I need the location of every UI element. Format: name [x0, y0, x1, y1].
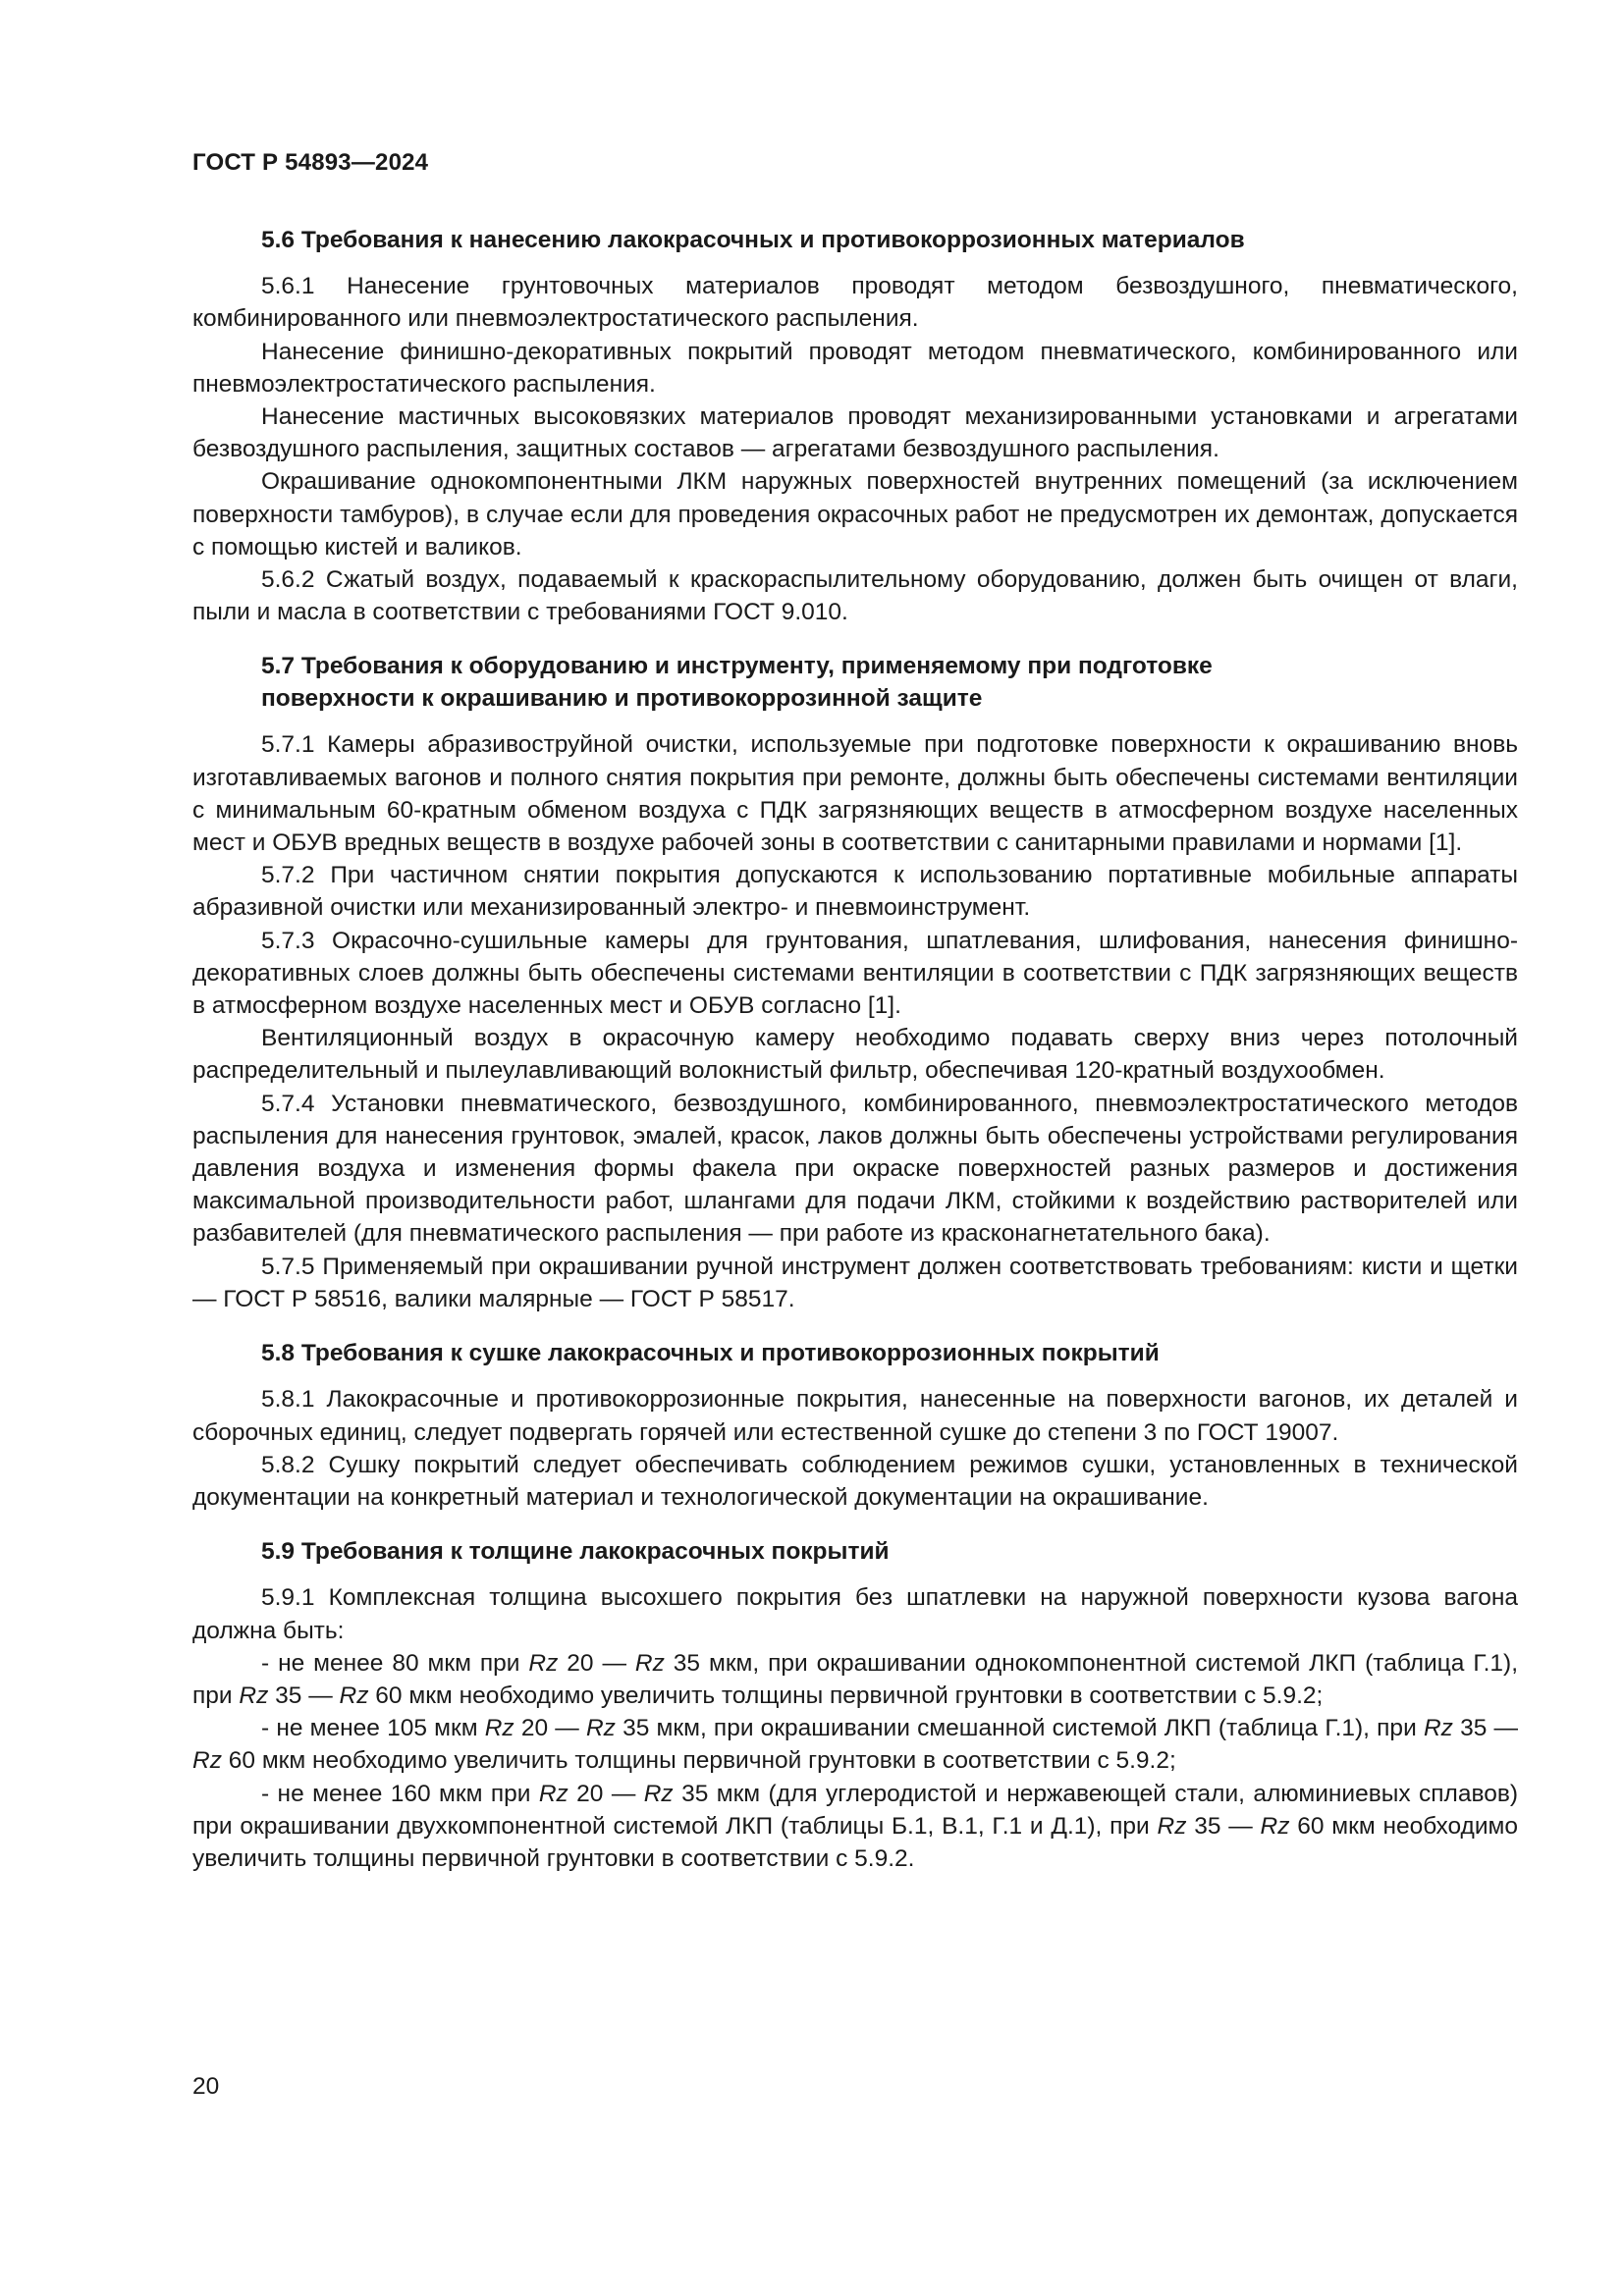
paragraph-5-7-1: 5.7.1 Камеры абразивоструйной очистки, используемые при подготовке поверхности к окрашиванию вновь изготавливаемых вагонов и полного снятия покрытия при ремонте, должны быть обеспечены системами вентиляции с минимальным 60-кратным обменом воздуха с ПДК загрязняющих веществ в атмосферном воздухе населенных мест и ОБУВ вредных веществ в воздухе рабочей зоны в соответствии с санитарными правилами и нормами [1]. — [192, 731, 1518, 857]
paragraph-5-8-1: 5.8.1 Лакокрасочные и противокоррозионные покрытия, нанесенные на поверхности вагонов, их деталей и сборочных единиц, следует подвергать горячей или естественной сушке до степени 3 по ГОСТ 19007. — [192, 1386, 1518, 1446]
section-heading-5-7-line2: поверхности к окрашиванию и противокоррозинной защите — [261, 685, 983, 713]
paragraph-mastic-materials: Нанесение мастичных высоковязких материалов проводят механизированными установками и агрегатами безвоздушного распыления, защитных составов — агрегатами безвоздушного распыления. — [192, 403, 1518, 463]
paragraph-5-7-2: 5.7.2 При частичном снятии покрытия допускаются к использованию портативные мобильные аппараты абразивной очистки или механизированный электро- и пневмоинструмент. — [192, 862, 1518, 922]
section-heading-5-8: 5.8 Требования к сушке лакокрасочных и противокоррозионных покрытий — [261, 1340, 1160, 1367]
paragraph-finish-coatings: Нанесение финишно-декоративных покрытий проводят методом пневматического, комбинированного или пневмоэлектростатического распыления. — [192, 338, 1518, 398]
section-heading-5-7 — [192, 650, 1518, 715]
standard-header: ГОСТ Р 54893—2024 — [192, 149, 429, 176]
paragraph-5-7-3: 5.7.3 Окрасочно-сушильные камеры для грунтования, шпатлевания, шлифования, нанесения финишно-декоративных слоев должны быть обеспечены системами вентиляции в соответствии с ПДК загрязняющих веществ в атмосферном воздухе населенных мест и ОБУВ согласно [1]. — [192, 927, 1518, 1020]
page-number: 20 — [192, 2073, 220, 2100]
list-item-160-mkm: - не менее 160 мкм при Rz 20 — Rz 35 мкм (для углеродистой и нержавеющей стали, алюминиевых сплавов) при окрашивании двухкомпонентной системой ЛКП (таблицы Б.1, В.1, Г.1 и Д.1), при Rz 35 — Rz 60 мкм необходимо увеличить толщины первичной грунтовки в соответствии с 5.9.2. — [192, 1780, 1518, 1872]
paragraph-5-9-1: 5.9.1 Комплексная толщина высохшего покрытия без шпатлевки на наружной поверхности кузова вагона должна быть: — [192, 1584, 1518, 1644]
paragraph-ventilation-air: Вентиляционный воздух в окрасочную камеру необходимо подавать сверху вниз через потолочный распределительный и пылеулавливающий волокнистый фильтр, обеспечивая 120-кратный воздухообмен. — [192, 1025, 1518, 1085]
paragraph-5-7-4: 5.7.4 Установки пневматического, безвоздушного, комбинированного, пневмоэлектростатического методов распыления для нанесения грунтовок, эмалей, красок, лаков должны быть обеспечены устройствами регулирования давления воздуха и изменения формы факела при окраске поверхностей разных размеров и достижения максимальной производительности работ, шлангами для подачи ЛКМ, стойкими к воздействию растворителей или разбавителей (для пневматического распыления — при работе из красконагнетательного бака). — [192, 1090, 1518, 1248]
paragraph-5-7-5: 5.7.5 Применяемый при окрашивании ручной инструмент должен соответствовать требованиям: кисти и щетки — ГОСТ Р 58516, валики малярные — ГОСТ Р 58517. — [192, 1253, 1518, 1312]
section-heading-5-6: 5.6 Требования к нанесению лакокрасочных и противокоррозионных материалов — [261, 227, 1245, 253]
list-item-80-mkm: - не менее 80 мкм при Rz 20 — Rz 35 мкм, при окрашивании однокомпонентной системой ЛКП (таблица Г.1), при Rz 35 — Rz 60 мкм необходимо увеличить толщины первичной грунтовки в соответствии с 5.9.2; — [192, 1649, 1518, 1709]
list-item-105-mkm: - не менее 105 мкм Rz 20 — Rz 35 мкм, при окрашивании смешанной системой ЛКП (таблица Г.1), при Rz 35 — Rz 60 мкм необходимо увеличить толщины первичной грунтовки в соответствии с 5.9.2; — [192, 1715, 1518, 1775]
section-heading-5-7-line1: 5.7 Требования к оборудованию и инструменту, применяемому при подготовке — [261, 653, 1213, 680]
paragraph-5-8-2: 5.8.2 Сушку покрытий следует обеспечивать соблюдением режимов сушки, установленных в технической документации на конкретный материал и технологической документации на окрашивание. — [192, 1451, 1518, 1511]
paragraph-brush-roller: Окрашивание однокомпонентными ЛКМ наружных поверхностей внутренних помещений (за исключением поверхности тамбуров), в случае если для проведения окрасочных работ не предусмотрен их демонтаж, допускается с помощью кистей и валиков. — [192, 468, 1518, 561]
document-body — [192, 224, 1518, 1875]
paragraph-5-6-2: 5.6.2 Сжатый воздух, подаваемый к краскораспылительному оборудованию, должен быть очищен от влаги, пыли и масла в соответствии с требованиями ГОСТ 9.010. — [192, 566, 1518, 626]
paragraph-5-6-1: 5.6.1 Нанесение грунтовочных материалов проводят методом безвоздушного, пневматического, комбинированного или пневмоэлектростатического распыления. — [192, 273, 1518, 333]
section-heading-5-9: 5.9 Требования к толщине лакокрасочных покрытий — [261, 1538, 890, 1566]
